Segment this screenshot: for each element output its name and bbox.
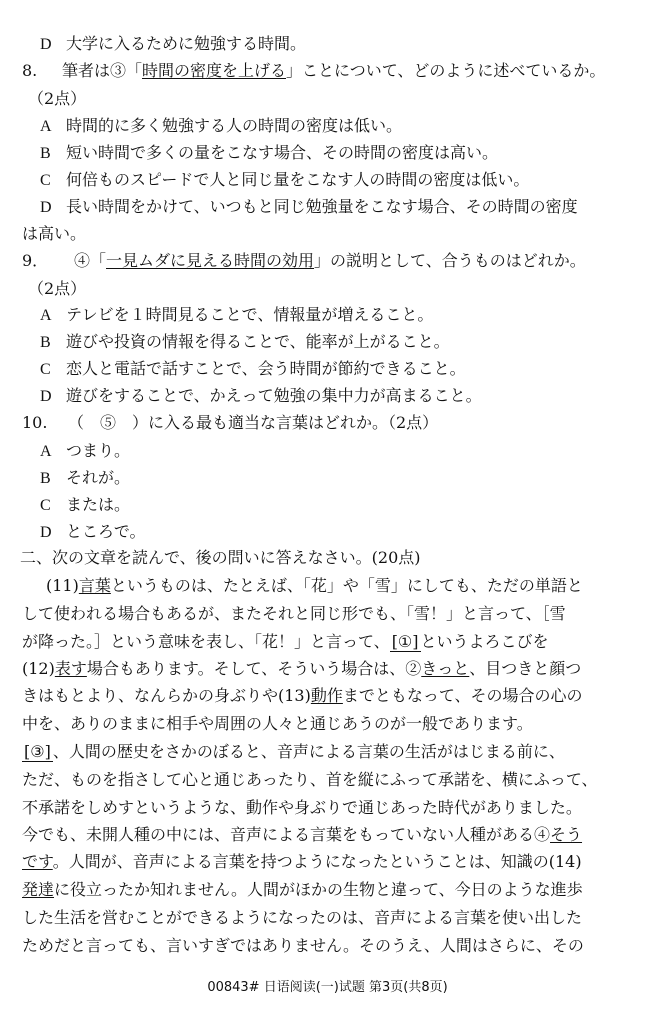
option-text: または。 xyxy=(66,495,131,514)
option-text: ところで。 xyxy=(66,522,146,541)
option-text: テレビを１時間見ることで、情報量が増えること。 xyxy=(66,305,434,324)
passage-line xyxy=(22,659,581,679)
q10-option-a xyxy=(40,441,130,462)
question-text-pre: 筆者は③「 xyxy=(62,61,143,80)
passage-line: ためだと言っても、言いすぎではありません。そのうえ、人間はさらに、その xyxy=(22,936,584,955)
passage-text: に役立ったか知れません。人間がほかの生物と違って、今日のような進歩 xyxy=(54,880,583,899)
passage-text: が降った。］という意味を表し、「花！」と言って、 xyxy=(22,632,390,651)
underlined-word: 表す xyxy=(54,659,87,678)
option-letter: D xyxy=(40,199,52,216)
option-letter: D xyxy=(40,524,52,541)
option-text: 大学に入るために勉強する時間。 xyxy=(66,34,307,53)
page-footer: 00843# 日语阅读(一)试题 第3页(共8页) xyxy=(207,980,448,995)
option-letter: D xyxy=(40,388,52,405)
option-letter: C xyxy=(40,497,51,514)
option-text: 遊びをすることで、かえって勉強の集中力が高まること。 xyxy=(66,386,482,405)
passage-line xyxy=(22,852,582,872)
q10-option-c xyxy=(40,495,130,516)
option-letter: B xyxy=(40,145,51,162)
option-letter: B xyxy=(40,470,51,487)
option-text: つまり。 xyxy=(66,441,131,460)
passage-text: 今でも、未開人種の中には、音声による言葉をもっていない人種がある④ xyxy=(22,825,551,844)
q9-option-c xyxy=(40,359,466,380)
option-letter: C xyxy=(40,172,51,189)
q8-option-b xyxy=(40,143,498,164)
question-marker: (12) xyxy=(22,659,55,678)
q10-option-b xyxy=(40,468,130,489)
fill-blank: [①] xyxy=(391,632,419,651)
underlined-word: 言葉 xyxy=(78,576,111,595)
question-number: 9． xyxy=(22,251,49,270)
passage-line xyxy=(46,576,583,596)
option-letter: A xyxy=(40,307,52,324)
underlined-phrase: 一見ムダに見える時間の効用 xyxy=(106,251,315,270)
passage-line xyxy=(22,686,583,706)
passage-text: までともなって、その場合の心の xyxy=(342,686,583,705)
q9-option-b xyxy=(40,332,450,353)
question-number: 10. xyxy=(22,413,48,432)
passage-line xyxy=(22,880,583,900)
question-marker: (11) xyxy=(46,576,79,595)
option-text: それが。 xyxy=(66,468,131,487)
option-letter: A xyxy=(40,118,52,135)
option-text: 時間的に多く勉強する人の時間の密度は低い。 xyxy=(66,116,403,135)
passage-line xyxy=(22,632,549,652)
option-letter: C xyxy=(40,361,51,378)
question-text: （ ⑤ ）に入る最も適当な言葉はどれか。（2点） xyxy=(68,413,439,432)
q8-option-d-continued: は高い。 xyxy=(22,224,87,243)
question-number: 8. xyxy=(22,61,38,80)
option-text: 何倍ものスピードで人と同じ量をこなす人の時間の密度は低い。 xyxy=(66,170,530,189)
passage-line: 中を、ありのままに相手や周囲の人々と通じあうのが一般であります。 xyxy=(22,714,533,733)
points-label: （2点） xyxy=(28,89,87,108)
option-letter: D xyxy=(40,36,52,53)
passage-line: した生活を営むことができるようになったのは、音声による言葉を使い出した xyxy=(22,908,583,927)
underlined-word: きっと xyxy=(421,659,470,678)
q8-option-a xyxy=(40,116,402,137)
underlined-word: です xyxy=(22,852,53,871)
section-heading: 二、次の文章を読んで、後の問いに答えなさい。(20点) xyxy=(20,548,421,567)
underlined-phrase: 時間の密度を上げる xyxy=(142,61,287,80)
passage-line: 不承諾をしめすというような、動作や身ぶりで通じあった時代がありました。 xyxy=(22,798,582,817)
underlined-word: 動作 xyxy=(310,686,343,705)
passage-text: というよろこびを xyxy=(420,632,549,651)
question-text-post: 」の説明として、合うものはどれか。 xyxy=(314,251,586,270)
question-text-post: 」ことについて、どのように述べているか。 xyxy=(286,61,606,80)
fill-blank: [③] xyxy=(24,742,51,761)
question-text-pre: ④「 xyxy=(74,251,107,270)
passage-text: きはもとより、なんらかの身ぶりや(13) xyxy=(22,686,311,705)
underlined-word: そう xyxy=(550,825,583,844)
passage-line: ただ、ものを指さして心と通じあったり、首を縦にふって承諾を、横にふって、 xyxy=(22,770,598,789)
passage-line xyxy=(22,742,565,762)
passage-line xyxy=(22,825,582,845)
passage-text: 、人間の歴史をさかのぼると、音声による言葉の生活がはじまる前に、 xyxy=(52,742,565,761)
q10-option-d xyxy=(40,522,146,543)
option-letter: B xyxy=(40,334,51,351)
q9-option-a xyxy=(40,305,433,326)
q8-option-c xyxy=(40,170,529,191)
prev-option-d xyxy=(40,34,306,55)
q8-option-d xyxy=(40,197,578,218)
option-letter: A xyxy=(40,443,52,460)
passage-text: というものは、たとえば、「花」や「雪」にしても、ただの単語と xyxy=(110,576,583,595)
option-text: 短い時間で多くの量をこなす場合、その時間の密度は高い。 xyxy=(66,143,499,162)
q9-option-d xyxy=(40,386,482,407)
question-9 xyxy=(22,251,586,271)
passage-text: 、目つきと顔つ xyxy=(469,659,582,678)
option-text: 恋人と電話で話すことで、会う時間が節約できること。 xyxy=(66,359,466,378)
underlined-word: 発達 xyxy=(22,880,55,899)
points-label: （2点） xyxy=(28,279,87,298)
option-text: 長い時間をかけて、いつもと同じ勉強量をこなす場合、その時間の密度 xyxy=(66,197,578,216)
passage-text: 場合もあります。そして、そういう場合は、② xyxy=(86,659,422,678)
passage-text: 。人間が、音声による言葉を持つようになったということは、知識の(14) xyxy=(52,852,582,871)
option-text: 遊びや投資の情報を得ることで、能率が上がること。 xyxy=(66,332,450,351)
question-8 xyxy=(22,61,605,81)
question-10 xyxy=(22,413,438,433)
passage-line: して使われる場合もあるが、またそれと同じ形でも、「雪！」と言って、［雪 xyxy=(22,604,566,623)
